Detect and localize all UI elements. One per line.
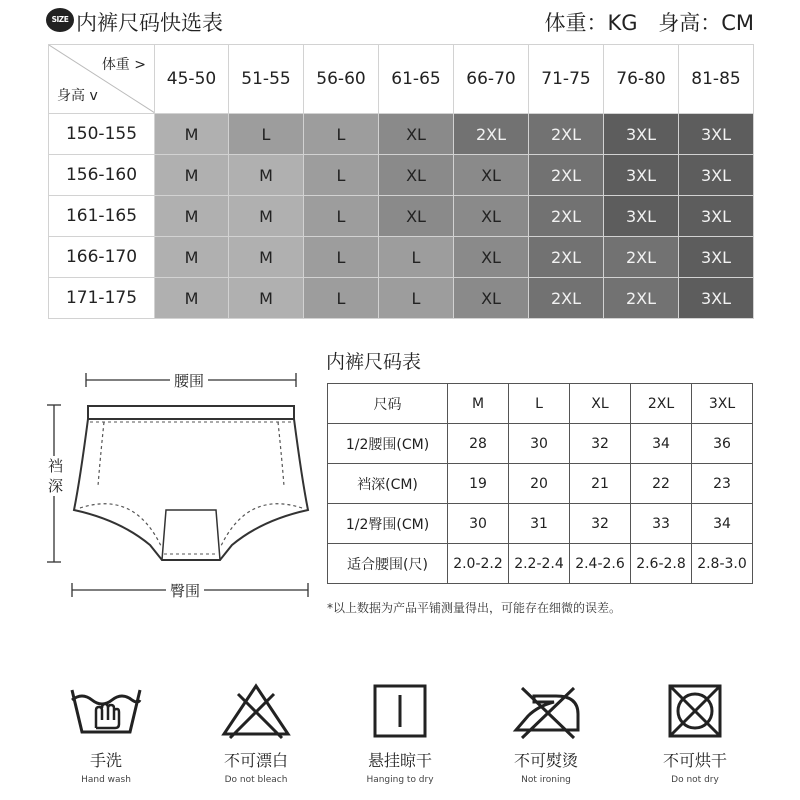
size-cell: 3XL	[604, 114, 679, 155]
care-label: 不可熨烫	[513, 751, 578, 770]
size-cell: M	[229, 155, 304, 196]
spec-row-label: 适合腰围(尺)	[328, 544, 448, 584]
spec-row-label: 裆深(CM)	[328, 464, 448, 504]
size-cell: M	[229, 237, 304, 278]
size-cell: 2XL	[529, 155, 604, 196]
spec-table-body	[328, 384, 753, 584]
spec-cell: 33	[631, 504, 692, 544]
size-cell: 2XL	[529, 278, 604, 319]
size-cell: XL	[379, 155, 454, 196]
care-label: 不可烘干	[662, 751, 727, 770]
size-cell: XL	[379, 196, 454, 237]
spec-cell: 32	[570, 424, 631, 464]
size-cell: XL	[454, 278, 529, 319]
care-label: 手洗	[89, 751, 122, 770]
size-cell: L	[304, 196, 379, 237]
size-cell: 3XL	[679, 278, 754, 319]
weight-header: 81-85	[679, 45, 754, 114]
size-badge-icon: SIZE	[46, 8, 74, 32]
header	[0, 0, 800, 40]
size-cell: 3XL	[604, 196, 679, 237]
size-cell: L	[304, 114, 379, 155]
spec-table-title: 内裤尺码表	[326, 351, 422, 373]
spec-header-cell: 尺码	[328, 384, 448, 424]
care-label-en: Do not dry	[671, 775, 719, 785]
underwear-outline-icon	[40, 360, 310, 610]
spec-header-row	[328, 384, 753, 424]
size-cell: M	[155, 155, 229, 196]
spec-header-cell: XL	[570, 384, 631, 424]
spec-row-label: 1/2臀围(CM)	[328, 504, 448, 544]
hang-dry-icon	[360, 680, 440, 740]
size-cell: L	[304, 237, 379, 278]
spec-cell: 34	[692, 504, 753, 544]
height-header: 166-170	[49, 237, 155, 278]
care-label: 不可漂白	[223, 751, 288, 770]
size-cell: 2XL	[604, 237, 679, 278]
size-cell: L	[379, 237, 454, 278]
size-cell: XL	[454, 196, 529, 237]
height-axis-label: 身高 v	[57, 88, 98, 104]
weight-header: 61-65	[379, 45, 454, 114]
table-row	[49, 155, 754, 196]
table-row	[49, 114, 754, 155]
spec-cell: 34	[631, 424, 692, 464]
size-cell: M	[229, 196, 304, 237]
size-cell: M	[155, 196, 229, 237]
rise-label: 裆深	[44, 456, 68, 496]
spec-cell: 21	[570, 464, 631, 504]
size-cell: 3XL	[679, 155, 754, 196]
hip-label: 臀围	[166, 580, 204, 601]
size-cell: L	[229, 114, 304, 155]
weight-axis-label: 体重 >	[101, 57, 146, 73]
table-row	[328, 424, 753, 464]
size-cell: XL	[379, 114, 454, 155]
spec-cell: 2.4-2.6	[570, 544, 631, 584]
quick-table-body	[49, 114, 754, 319]
care-no-iron	[496, 680, 596, 785]
table-row	[49, 196, 754, 237]
care-no-bleach	[206, 680, 306, 785]
weight-header: 66-70	[454, 45, 529, 114]
care-hand-wash	[56, 680, 156, 785]
corner-cell	[49, 45, 155, 114]
size-cell: M	[229, 278, 304, 319]
no-bleach-icon	[216, 680, 296, 740]
size-cell: 3XL	[604, 155, 679, 196]
spec-cell: 20	[509, 464, 570, 504]
care-label-en: Not ironing	[521, 775, 571, 785]
size-cell: 2XL	[529, 196, 604, 237]
table-row	[328, 504, 753, 544]
underwear-diagram	[40, 360, 310, 610]
spec-header-cell: L	[509, 384, 570, 424]
size-cell: L	[304, 278, 379, 319]
hand-wash-icon	[66, 680, 146, 740]
size-cell: M	[155, 237, 229, 278]
weight-header: 45-50	[155, 45, 229, 114]
size-cell: L	[379, 278, 454, 319]
spec-cell: 32	[570, 504, 631, 544]
spec-cell: 36	[692, 424, 753, 464]
table-row	[328, 464, 753, 504]
size-cell: 2XL	[604, 278, 679, 319]
weight-header: 71-75	[529, 45, 604, 114]
page-title: 内裤尺码快选表	[76, 11, 223, 35]
height-header: 150-155	[49, 114, 155, 155]
care-label-en: Hand wash	[81, 775, 131, 785]
size-cell: L	[304, 155, 379, 196]
spec-cell: 2.0-2.2	[448, 544, 509, 584]
care-label: 悬挂晾干	[367, 751, 432, 770]
waist-label: 腰围	[170, 370, 208, 391]
size-cell: M	[155, 114, 229, 155]
spec-cell: 19	[448, 464, 509, 504]
spec-cell: 30	[448, 504, 509, 544]
spec-header-cell: 3XL	[692, 384, 753, 424]
size-cell: 3XL	[679, 114, 754, 155]
table-row	[49, 237, 754, 278]
care-label-en: Hanging to dry	[366, 775, 434, 785]
weight-header-row	[49, 45, 754, 114]
size-cell: 2XL	[529, 114, 604, 155]
no-iron-icon	[506, 680, 586, 740]
size-cell: 3XL	[679, 237, 754, 278]
spec-cell: 2.6-2.8	[631, 544, 692, 584]
size-cell: 3XL	[679, 196, 754, 237]
size-cell: XL	[454, 237, 529, 278]
size-cell: M	[155, 278, 229, 319]
height-header: 156-160	[49, 155, 155, 196]
table-row	[328, 544, 753, 584]
height-header: 171-175	[49, 278, 155, 319]
spec-cell: 2.8-3.0	[692, 544, 753, 584]
size-cell: 2XL	[529, 237, 604, 278]
table-row	[49, 278, 754, 319]
weight-header: 76-80	[604, 45, 679, 114]
spec-cell: 23	[692, 464, 753, 504]
spec-cell: 30	[509, 424, 570, 464]
size-spec-table	[327, 383, 753, 584]
no-tumble-dry-icon	[655, 680, 735, 740]
size-cell: 2XL	[454, 114, 529, 155]
care-hang-dry	[350, 680, 450, 785]
spec-cell: 2.2-2.4	[509, 544, 570, 584]
weight-header: 56-60	[304, 45, 379, 114]
care-label-en: Do not bleach	[224, 775, 288, 785]
spec-header-cell: 2XL	[631, 384, 692, 424]
spec-cell: 28	[448, 424, 509, 464]
spec-cell: 22	[631, 464, 692, 504]
size-quick-table	[48, 44, 754, 319]
spec-cell: 31	[509, 504, 570, 544]
units-label: 体重：KG 身高：CM	[544, 11, 754, 35]
weight-header: 51-55	[229, 45, 304, 114]
spec-row-label: 1/2腰围(CM)	[328, 424, 448, 464]
measurement-note: *以上数据为产品平铺测量得出，可能存在细微的误差。	[327, 601, 622, 615]
height-header: 161-165	[49, 196, 155, 237]
care-no-tumble-dry	[645, 680, 745, 785]
spec-header-cell: M	[448, 384, 509, 424]
size-cell: XL	[454, 155, 529, 196]
